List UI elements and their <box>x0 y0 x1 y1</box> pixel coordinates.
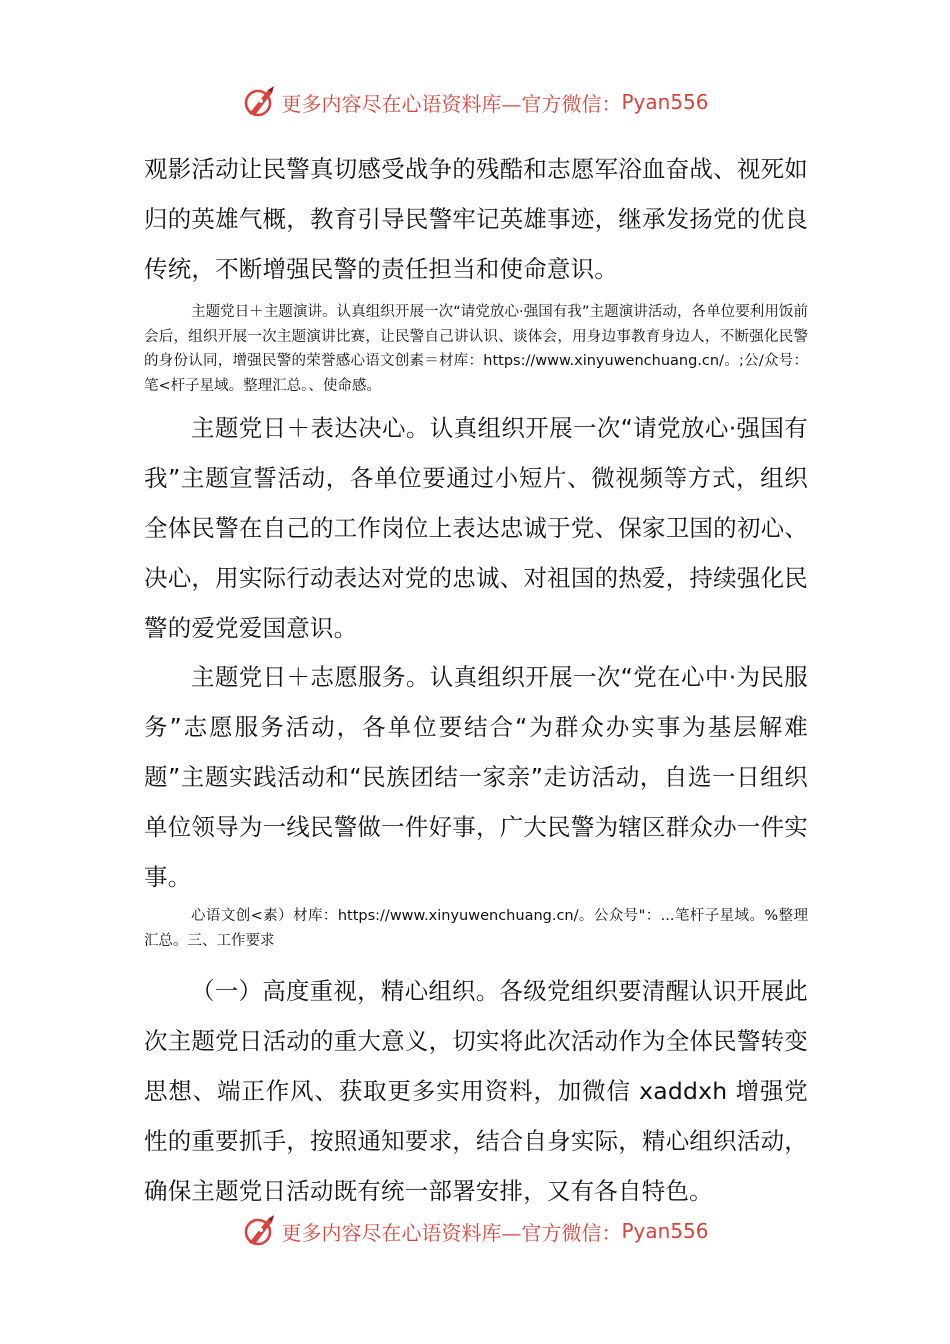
banner-text: 更多内容尽在心语资料库—官方微信： <box>281 1220 622 1245</box>
pen-nib-circle-logo-icon <box>241 1213 277 1249</box>
banner-wechat-id: Pyan556 <box>621 1219 709 1243</box>
banner-text: 更多内容尽在心语资料库—官方微信： <box>281 91 622 116</box>
pen-nib-circle-logo-icon <box>241 84 277 120</box>
paragraph-3: 主题党日＋志愿服务。认真组织开展一次“党在心中·为民服务”志愿服务活动，各单位要结合“为群众办实事为基层解难题”主题实践活动和“民族团结一家亲”走访活动，自选一日组织单位领导为一线民警做一件好事，广大民警为辖区群众办一件实事。 <box>144 663 808 891</box>
header-banner <box>0 80 950 124</box>
note-paragraph-2: 心语文创<素）材库：https://www.xinyuwenchuang.cn/。公众号"：...笔杆子星域。%整理汇总。三、工作要求 <box>144 908 808 949</box>
document-body <box>144 145 808 1216</box>
note-paragraph-1: 主题党日＋主题演讲。认真组织开展一次“请党放心·强国有我”主题演讲活动，各单位要利用饭前会后，组织开展一次主题演讲比赛，让民警自己讲认识、谈体会，用身边事教育身边人，不断强化民警的身份认同，增强民警的荣誉感心语文创素＝材库：https://www.xinyuwenchuang.cn/。;公/众号：笔<杆子星域。整理汇总。、使命感。 <box>144 304 808 394</box>
banner-wechat-id: Pyan556 <box>621 90 709 114</box>
footer-banner <box>0 1209 950 1253</box>
paragraph-4: （一）高度重视，精心组织。各级党组织要清醒认识开展此次主题党日活动的重大意义，切实将此次活动作为全体民警转变思想、端正作风、获取更多实用资料，加微信 xaddxh 增强党性的重要抓手，按照通知要求，结合自身实际，精心组织活动，确保主题党日活动既有统一部署安排，又有各自特色。 <box>144 977 808 1205</box>
paragraph-2: 主题党日＋表达决心。认真组织开展一次“请党放心·强国有我”主题宣誓活动，各单位要通过小短片、微视频等方式，组织全体民警在自己的工作岗位上表达忠诚于党、保家卫国的初心、决心，用实际行动表达对党的忠诚、对祖国的热爱，持续强化民警的爱党爱国意识。 <box>144 414 808 642</box>
paragraph-1: 观影活动让民警真切感受战争的残酷和志愿军浴血奋战、视死如归的英雄气概，教育引导民警牢记英雄事迹，继承发扬党的优良传统，不断增强民警的责任担当和使命意识。 <box>144 155 808 283</box>
